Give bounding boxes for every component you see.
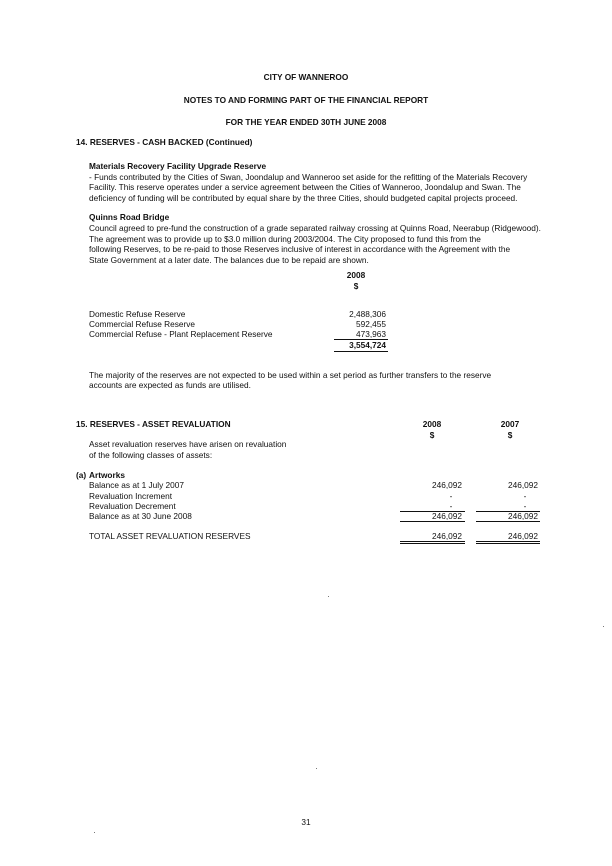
section-label: (a) bbox=[76, 470, 87, 480]
col-2007-year: 2007 bbox=[500, 419, 520, 429]
total-rule bbox=[334, 351, 388, 352]
col-2008-year: 2008 bbox=[422, 419, 442, 429]
reserve-label: Commercial Refuse Reserve bbox=[89, 319, 196, 329]
quinns-line: State Government at a later date. The balances due to be repaid are shown. bbox=[89, 255, 369, 265]
org-name: CITY OF WANNEROO bbox=[263, 72, 349, 82]
total-rule bbox=[400, 543, 465, 544]
reval-label: Balance as at 1 July 2007 bbox=[89, 480, 185, 490]
quinns-line: The agreement was to provide up to $3.0 million during 2003/2004. The City proposed to fund this from the bbox=[89, 234, 481, 244]
table-unit: $ bbox=[353, 281, 359, 291]
reserve-label: Domestic Refuse Reserve bbox=[89, 309, 186, 319]
reserve-value: 592,455 bbox=[356, 319, 386, 329]
scan-speck bbox=[328, 596, 329, 597]
col-2008-unit: $ bbox=[429, 430, 435, 440]
reval-2007: - bbox=[523, 501, 527, 511]
note15-intro: Asset revaluation reserves have arisen on revaluation bbox=[89, 439, 287, 449]
balance-rule bbox=[476, 521, 540, 522]
note14-footnote: The majority of the reserves are not expected to be used within a set period as further transfers to the reserve bbox=[89, 370, 492, 380]
table-year: 2008 bbox=[346, 270, 366, 280]
reserve-label: Commercial Refuse - Plant Replacement Reserve bbox=[89, 329, 273, 339]
reserve-value: 2,488,306 bbox=[349, 309, 386, 319]
reval-label: Revaluation Decrement bbox=[89, 501, 176, 511]
note14-footnote: accounts are expected as funds are utilised. bbox=[89, 380, 251, 390]
total-rule bbox=[400, 541, 465, 542]
quinns-title: Quinns Road Bridge bbox=[89, 212, 170, 222]
total-reval-2007: 246,092 bbox=[508, 531, 538, 541]
reval-2007: 246,092 bbox=[508, 480, 538, 490]
total-reval-2008: 246,092 bbox=[432, 531, 462, 541]
total-rule bbox=[476, 543, 540, 544]
quinns-line: following Reserves, to be re-paid to those Reserves inclusive of interest in accordance with the Agreement with the bbox=[89, 244, 511, 254]
note15-heading: 15. RESERVES - ASSET REVALUATION bbox=[76, 419, 231, 429]
note15-intro: of the following classes of assets: bbox=[89, 450, 213, 460]
scan-speck bbox=[94, 832, 95, 833]
scan-speck bbox=[603, 626, 604, 627]
reval-label: Revaluation Increment bbox=[89, 491, 173, 501]
reval-2007: - bbox=[523, 491, 527, 501]
mrf-line: Facility. This reserve operates under a service agreement between the Cities of Wanneroo, Joondalup and Swan. The bbox=[89, 182, 521, 192]
reval-2008: 246,092 bbox=[432, 511, 462, 521]
reserve-total: 3,554,724 bbox=[349, 340, 386, 350]
total-reval-label: TOTAL ASSET REVALUATION RESERVES bbox=[89, 531, 251, 541]
page-number: 31 bbox=[301, 817, 311, 827]
scan-speck bbox=[316, 768, 317, 769]
report-period: FOR THE YEAR ENDED 30TH JUNE 2008 bbox=[225, 117, 387, 127]
note14-heading: 14. RESERVES - CASH BACKED (Continued) bbox=[76, 137, 253, 147]
mrf-title: Materials Recovery Facility Upgrade Reserve bbox=[89, 161, 267, 171]
mrf-line: - Funds contributed by the Cities of Swan, Joondalup and Wanneroo set aside for the refitting of the Materials Recovery bbox=[89, 172, 528, 182]
balance-rule bbox=[400, 521, 465, 522]
reval-2008: 246,092 bbox=[432, 480, 462, 490]
quinns-line: Council agreed to pre-fund the construction of a grade separated railway crossing at Quinns Road, Neerabup (Ridgewood). bbox=[89, 223, 541, 233]
report-subtitle: NOTES TO AND FORMING PART OF THE FINANCIAL REPORT bbox=[183, 95, 429, 105]
total-rule bbox=[476, 541, 540, 542]
reval-2008: - bbox=[449, 501, 453, 511]
reval-label: Balance as at 30 June 2008 bbox=[89, 511, 192, 521]
mrf-line: deficiency of funding will be contributed by equal share by the three Cities, should budgeted capital projects proceed. bbox=[89, 193, 518, 203]
reval-2008: - bbox=[449, 491, 453, 501]
section-title: Artworks bbox=[89, 470, 125, 480]
reval-2007: 246,092 bbox=[508, 511, 538, 521]
col-2007-unit: $ bbox=[507, 430, 513, 440]
reserve-value: 473,963 bbox=[356, 329, 386, 339]
